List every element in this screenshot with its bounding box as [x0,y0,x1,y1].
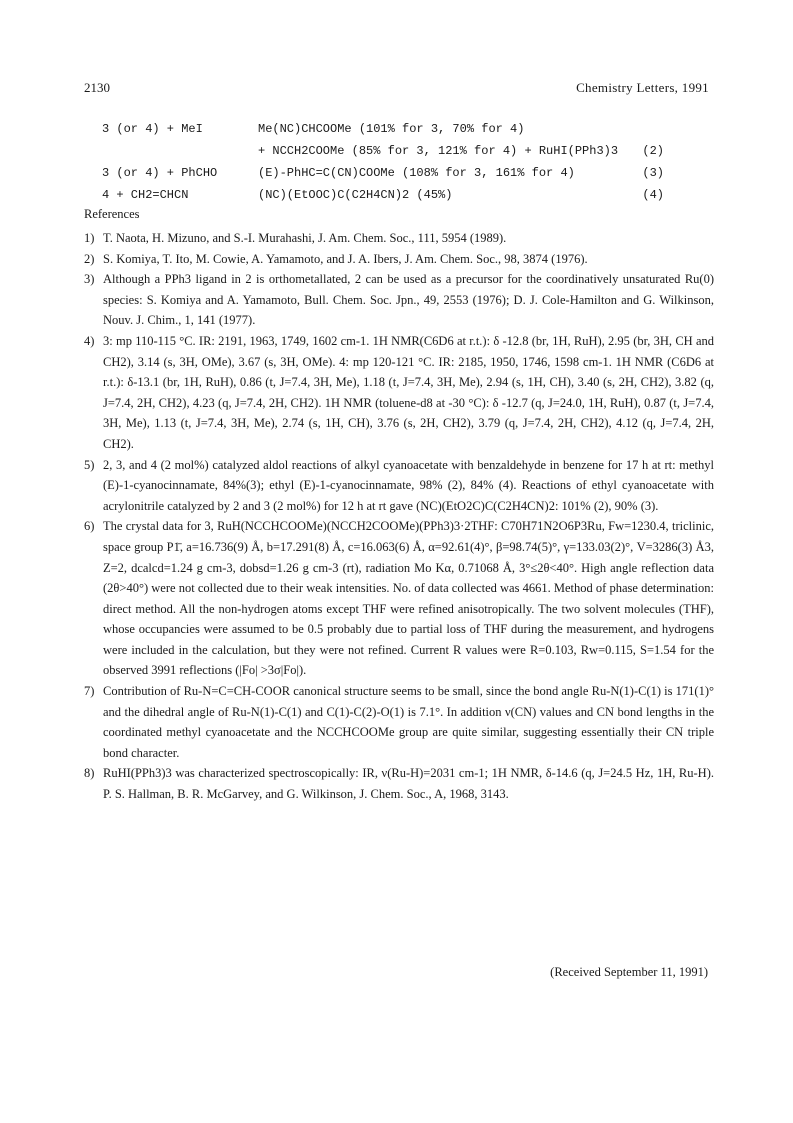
reference-number: 3) [84,272,95,287]
reference-item [84,269,714,331]
reference-text: Contribution of Ru-N=C=CH-COOR canonical structure seems to be small, since the bond angle Ru-N(1)-C(1) is 171(1)° and the dihedral angle of Ru-N(1)-C(1) and C(1)-C(2)-O(1) is 7.1°. In addition ν(CN) values and CN bond lengths in the coordinated methyl cyanoacetate and the NCCHCOOMe group are quite similar, suggesting essentially their CN triple bond character. [103,684,714,760]
equation-reactants: 3 (or 4) + PhCHO [102,166,218,180]
journal-title: Chemistry Letters, 1991 [576,80,709,95]
reference-text: The crystal data for 3, RuH(NCCHCOOMe)(NCCH2COOMe)(PPh3)3·2THF: C70H71N2O6P3Ru, Fw=1230.4, triclinic, space group P1̄, a=16.736(9) Å, b=17.291(8) Å, c=16.063(6) Å, α=92.61(4)°, β=98.74(5)°, γ=133.03(2)°, V=3286(3) Å3, Z=2, dcalcd=1.24 g cm-3, dobsd=1.26 g cm-3 (rt), radiation Mo Kα, 0.71068 Å, 3°≤2θ<40°. High angle reflection data (2θ>40°) were not collected due to their weak intensities. No. of data collected was 4661. Method of phase determination: direct method. All the non-hydrogen atoms except THF were refined anisotropically. The two solvent molecules (THF), whose occupancies were assumed to be 0.5 probably due to partial loss of THF during the measurement, and hydrogens were included in the calculation, but they were not refined. Current R values were R=0.103, Rw=0.115, S=1.54 for the observed 3991 reflections (|Fo| >3σ|Fo|). [103,519,714,678]
equation-number: (3) [642,166,664,180]
equation-number: (4) [642,188,664,202]
reference-number: 2) [84,251,95,266]
received-date: (Received September 11, 1991) [550,965,708,979]
page-header [84,80,709,100]
page-number: 2130 [84,80,110,95]
reference-number: 4) [84,333,95,348]
references-list [84,228,714,805]
equation-reactants: 3 (or 4) + MeI [102,122,203,136]
reference-number: 8) [84,766,95,781]
reference-number: 7) [84,684,95,699]
reference-text: Although a PPh3 ligand in 2 is orthometallated, 2 can be used as a precursor for the coordinatively unsaturated Ru(0) species: S. Komiya and A. Yamamoto, Bull. Chem. Soc. Jpn., 49, 2553 (1976); D. J. Cole-Hamilton and G. Wilkinson, Nouv. J. Chim., 1, 141 (1977). [103,272,714,328]
equation-row [102,122,664,144]
reference-text: T. Naota, H. Mizuno, and S.-I. Murahashi, J. Am. Chem. Soc., 111, 5954 (1989). [103,231,507,245]
reference-text: 3: mp 110-115 °C. IR: 2191, 1963, 1749, 1602 cm-1. 1H NMR(C6D6 at r.t.): δ -12.8 (br, 1H, RuH), 2.95 (br, 3H, CH and CH2), 3.14 (s, 3H, OMe), 3.67 (s, 3H, OMe). 4: mp 120-121 °C. IR: 2185, 1950, 1746, 1598 cm-1. 1H NMR (C6D6 at r.t.): δ-13.1 (br, 1H, RuH), 0.86 (t, J=7.4, 3H, Me), 1.18 (t, J=7.4, 3H, Me), 2.94 (s, 1H, CH), 3.40 (s, 2H, CH2), 3.82 (q, J=7.4, 2H, CH2), 4.23 (q, J=7.4, 2H, CH2). 1H NMR (toluene-d8 at -30 °C): δ -12.7 (q, J=24.0, 1H, RuH), 0.87 (t, J=7.4, 3H, Me), 1.13 (t, J=7.4, 3H, Me), 2.74 (s, 1H, CH), 3.76 (s, 2H, CH2), 3.79 (q, J=7.4, 2H, CH2), 4.12 (q, J=7.4, 2H, CH2). [103,333,714,451]
reference-text: 2, 3, and 4 (2 mol%) catalyzed aldol reactions of alkyl cyanoacetate with benzaldehyde in benzene for 17 h at rt: methyl (E)-1-cyanocinnamate, 84%(3); ethyl (E)-1-cyanocinnamate, 98% (2), 84% (4). Reactions of ethyl cyanoacetate with acrylonitrile catalyzed by 2 and 3 (2 mol%) for 12 h at rt gave (NC)(EtO2C)C(C2H4CN)2: 101% (2), 90% (3). [103,457,714,513]
reference-number: 1) [84,231,95,245]
equation-products: Me(NC)CHCOOMe (101% for 3, 70% for 4) [258,122,525,136]
reference-item [84,228,714,249]
equation-reactants: 4 + CH2=CHCN [102,188,189,202]
reference-number: 5) [84,457,95,472]
reference-item [84,681,714,763]
equation-products: + NCCH2COOMe (85% for 3, 121% for 4) + RuHI(PPh3)3 [258,144,619,158]
reference-text: RuHI(PPh3)3 was characterized spectroscopically: IR, ν(Ru-H)=2031 cm-1; 1H NMR, δ-14.6 (q, J=24.5 Hz, 1H, Ru-H). P. S. Hallman, B. R. McGarvey, and G. Wilkinson, J. Chem. Soc., A, 1968, 3143. [103,766,714,802]
reference-number: 6) [84,519,95,534]
equation-products: (E)-PhHC=C(CN)COOMe (108% for 3, 161% for 4) [258,166,575,180]
reference-text: S. Komiya, T. Ito, M. Cowie, A. Yamamoto, and J. A. Ibers, J. Am. Chem. Soc., 98, 3874 (1976). [103,251,588,266]
equation-products: (NC)(EtOOC)C(C2H4CN)2 (45%) [258,188,453,202]
reference-item [84,249,714,270]
reference-item [84,455,714,517]
reaction-equations [102,122,664,210]
reference-item [84,763,714,804]
reference-item [84,516,714,681]
references-heading: References [84,207,140,221]
equation-number: (2) [642,144,664,158]
equation-row [102,144,664,166]
reference-item [84,331,714,455]
equation-row [102,166,664,188]
equation-row [102,188,664,210]
